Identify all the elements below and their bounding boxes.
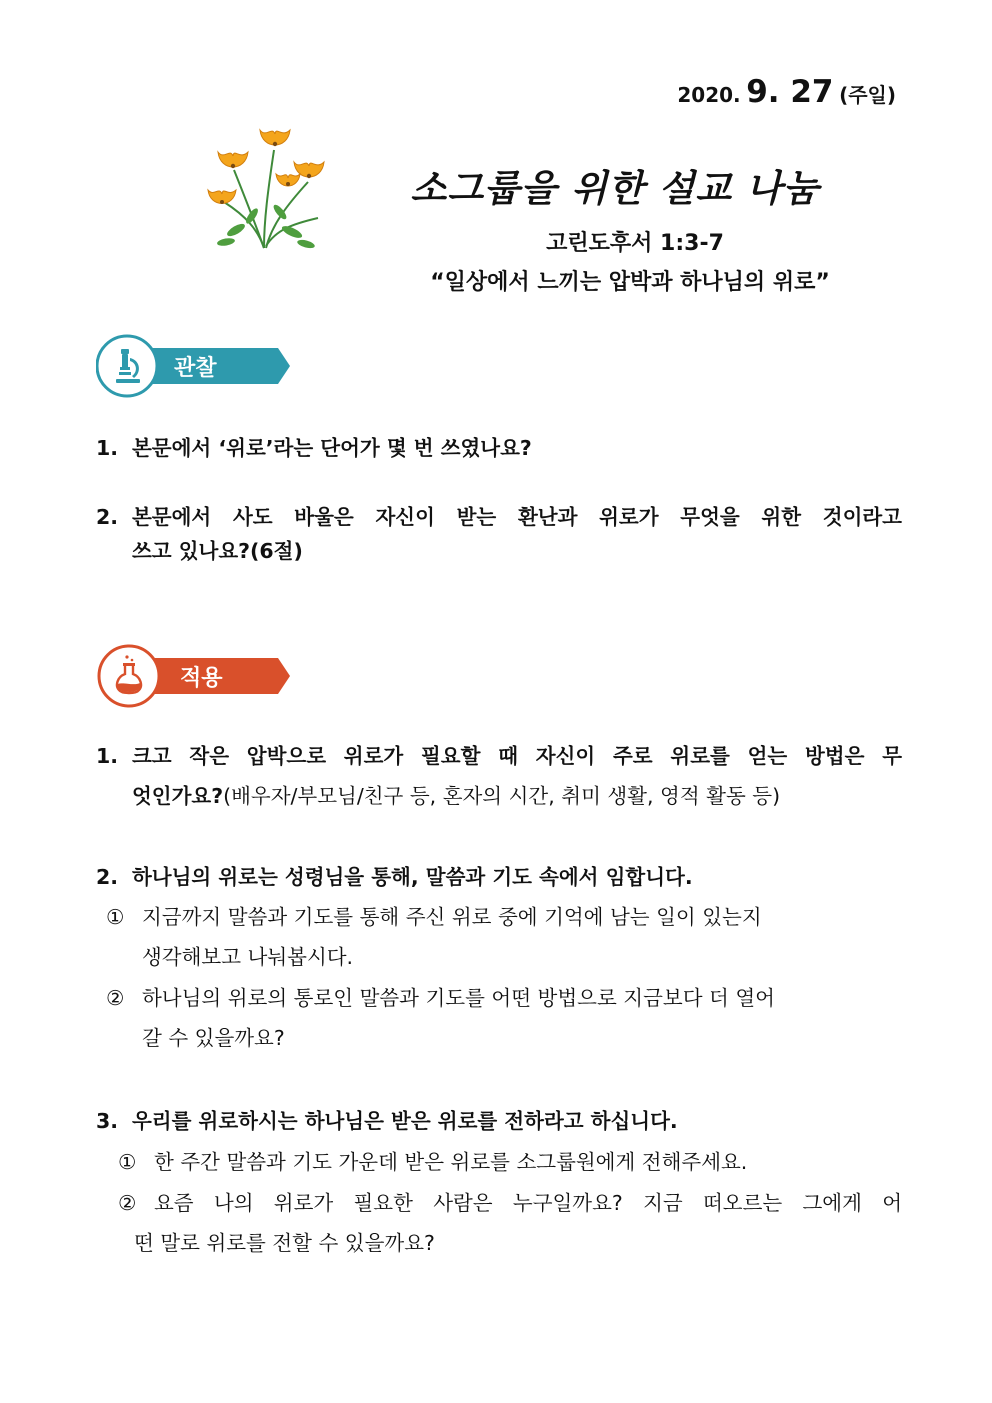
question-text-line2: 쓰고 있나요?(6절): [132, 539, 303, 563]
question-number: 2.: [96, 865, 119, 889]
circled-number: ②: [106, 986, 125, 1010]
sub-text-line2: 갈 수 있을까요?: [142, 1026, 285, 1050]
circled-number: ①: [118, 1150, 137, 1174]
microscope-icon: [112, 348, 144, 384]
banner-label-apply: 적용: [180, 666, 223, 691]
apply-question-1: [96, 736, 902, 816]
sub-text-line1: 지금까지 말씀과 기도를 통해 주신 위로 중에 기억에 남는 일이 있는지: [142, 905, 762, 929]
question-text: 본문에서 ‘위로’라는 단어가 몇 번 쓰였나요?: [132, 436, 532, 460]
sub-text-line1: 하나님의 위로의 통로인 말씀과 기도를 어떤 방법으로 지금보다 더 열어: [142, 986, 775, 1010]
date-weekday: (주일): [839, 83, 896, 107]
question-text-line2-bold: 엇인가요?: [132, 784, 224, 808]
banner-label-observe: 관찰: [174, 356, 217, 381]
sub-text-line1: 한 주간 말씀과 기도 가운데 받은 위로를 소그룹원에게 전해주세요.: [154, 1150, 748, 1174]
flower-illustration: [206, 120, 336, 252]
apply-question-3: [96, 1104, 902, 1138]
sermon-subtitle: “일상에서 느끼는 압박과 하나님의 위로”: [430, 270, 830, 295]
date-year: 2020.: [677, 83, 741, 107]
apply-question-3-sub-1: [118, 1142, 902, 1182]
question-text-line1: 크고 작은 압박으로 위로가 필요할 때 자신이 주로 위로를 얻는 방법은 무: [132, 744, 902, 768]
question-number: 1.: [96, 744, 119, 768]
section-banner-observe: [96, 334, 296, 398]
sub-text-line1: 요즘 나의 위로가 필요한 사람은 누구일까요? 지금 떠오르는 그에게 어: [154, 1191, 902, 1215]
flask-icon: [113, 654, 145, 696]
page-title: 소그룹을 위한 설교 나눔: [410, 167, 820, 210]
apply-question-2-sub-1: [106, 897, 886, 977]
observe-question-1: [96, 431, 902, 465]
question-text-line1: 본문에서 사도 바울은 자신이 받는 환난과 위로가 무엇을 위한 것이라고: [132, 505, 902, 529]
circled-number: ①: [106, 905, 125, 929]
question-number: 1.: [96, 436, 119, 460]
scripture-reference: 고린도후서 1:3-7: [546, 231, 724, 256]
question-number: 2.: [96, 505, 119, 529]
date: [677, 74, 896, 110]
question-text: 우리를 위로하시는 하나님은 받은 위로를 전하라고 하십니다.: [132, 1109, 678, 1133]
section-banner-apply: [96, 644, 296, 708]
question-text-line2-hint: (배우자/부모님/친구 등, 혼자의 시간, 취미 생활, 영적 활동 등): [223, 784, 781, 808]
circled-number: ②: [118, 1191, 137, 1215]
sub-text-line2: 생각해보고 나눠봅시다.: [142, 945, 354, 969]
question-text-line2: [132, 776, 902, 816]
question-number: 3.: [96, 1109, 119, 1133]
question-text: 하나님의 위로는 성령님을 통해, 말씀과 기도 속에서 임합니다.: [132, 865, 693, 889]
sub-text-line2: 떤 말로 위로를 전할 수 있을까요?: [134, 1231, 435, 1255]
date-month-day: 9. 27: [746, 74, 834, 110]
observe-question-2: [96, 500, 902, 568]
apply-question-2: [96, 860, 902, 894]
apply-question-3-sub-2: [118, 1183, 902, 1263]
apply-question-2-sub-2: [106, 978, 886, 1058]
